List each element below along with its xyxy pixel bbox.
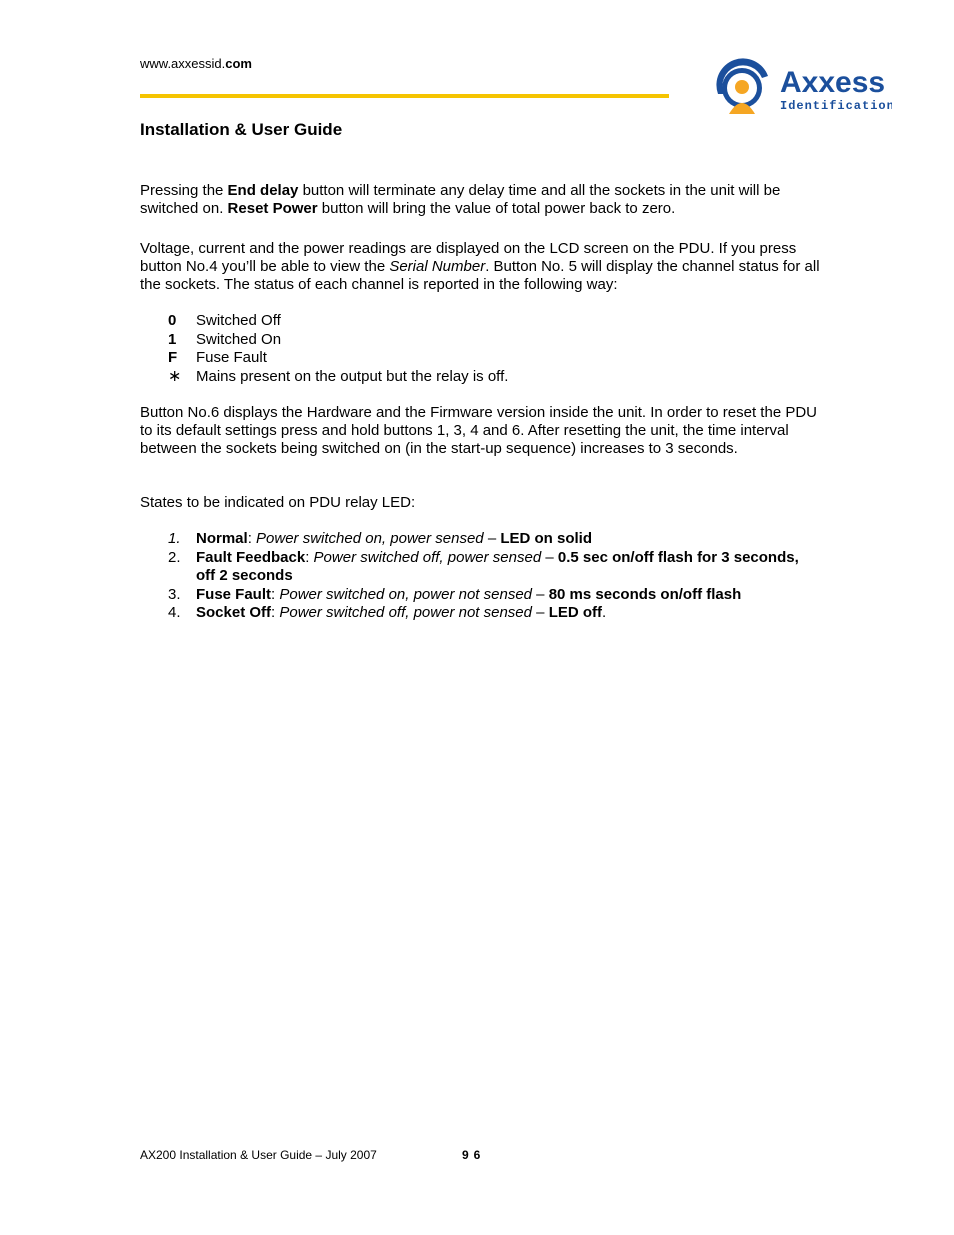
state-desc: Power switched off, power not sensed [279,604,532,622]
p2-text-1: Voltage, current and the power readings are displayed on the LCD screen on the PDU. If you press button No.4 you’ll be able to view the [140,240,797,275]
status-row [168,331,818,350]
p1-text-2: button will terminate any delay time and all the sockets in the unit will be switched on. [140,182,781,217]
status-row [168,349,818,368]
header-rule [140,94,669,98]
state-sep: : [247,530,257,547]
document-title: Installation & User Guide [140,120,343,139]
paragraph-readings [140,240,820,294]
state-led: LED on solid [500,530,593,547]
url-suffix: com [225,56,252,71]
list-item [168,530,808,549]
status-desc: Switched Off [196,312,281,329]
axxess-logo [712,54,892,118]
paragraph-states-intro: States to be indicated on PDU relay LED: [140,494,416,511]
status-code-list [168,312,818,386]
svg-text:Axxess: Axxess [780,66,886,99]
state-dash: – [483,530,501,547]
state-dash: – [541,548,558,566]
p1-text-3: button will bring the value of total power back to zero. [317,200,676,217]
footer-text: AX200 Installation & User Guide – July 2007 [140,1148,377,1162]
status-code: 1 [168,330,177,348]
led-states-list [168,530,808,623]
end-delay-term: End delay [227,182,299,199]
state-desc: Power switched on, power sensed [256,530,484,547]
paragraph-end-delay [140,182,820,218]
status-code: 0 [168,312,177,329]
p1-text-1: Pressing the [140,182,228,199]
svg-text:Identification: Identification [780,99,892,113]
state-number: 2. [168,548,181,566]
state-number: 1. [168,530,181,547]
status-row [168,312,818,331]
state-tail: . [602,604,607,622]
list-item [168,549,808,586]
state-led: 80 ms seconds on/off flash [548,585,742,603]
state-dash: – [532,604,549,622]
state-dash: – [532,585,549,603]
status-desc: Fuse Fault [196,349,267,367]
state-led: LED off [548,604,603,622]
status-desc: Switched On [196,330,282,348]
state-name: Fuse Fault [196,585,272,603]
state-sep: : [305,548,314,566]
state-desc: Power switched on, power not sensed [279,585,533,603]
state-name: Fault Feedback [196,548,306,566]
state-name: Normal [196,530,248,547]
list-item [168,586,808,605]
list-item [168,604,808,623]
state-number: 4. [168,604,181,622]
axxess-logo-icon [712,54,892,118]
reset-power-term: Reset Power [227,200,318,217]
page-number: 96 [462,1148,486,1162]
p2-text-2: . Button No. 5 will display the channel status for all the sockets. The status of each channel is reported in the following way: [140,258,820,293]
state-sep: : [271,604,280,622]
state-led: 0.5 sec on/off flash for 3 seconds, off 2 seconds [196,548,799,585]
url-prefix: www.axxessid. [140,56,226,71]
state-name: Socket Off [196,604,272,622]
status-code: ∗ [168,367,182,385]
state-desc: Power switched off, power sensed [313,548,542,566]
status-code: F [168,349,178,367]
serial-number-term: Serial Number [389,258,486,275]
status-row [168,368,818,387]
site-url[interactable] [140,56,252,71]
status-desc: Mains present on the output but the relay is off. [196,367,509,385]
state-sep: : [271,585,280,603]
state-number: 3. [168,585,181,603]
paragraph-reset: Button No.6 displays the Hardware and the Firmware version inside the unit. In order to reset the PDU to its default settings press and hold buttons 1, 3, 4 and 6. After resetting the unit, the time interval between the sockets being switched on (in the start-up sequence) increases to 3 seconds. [140,404,817,457]
